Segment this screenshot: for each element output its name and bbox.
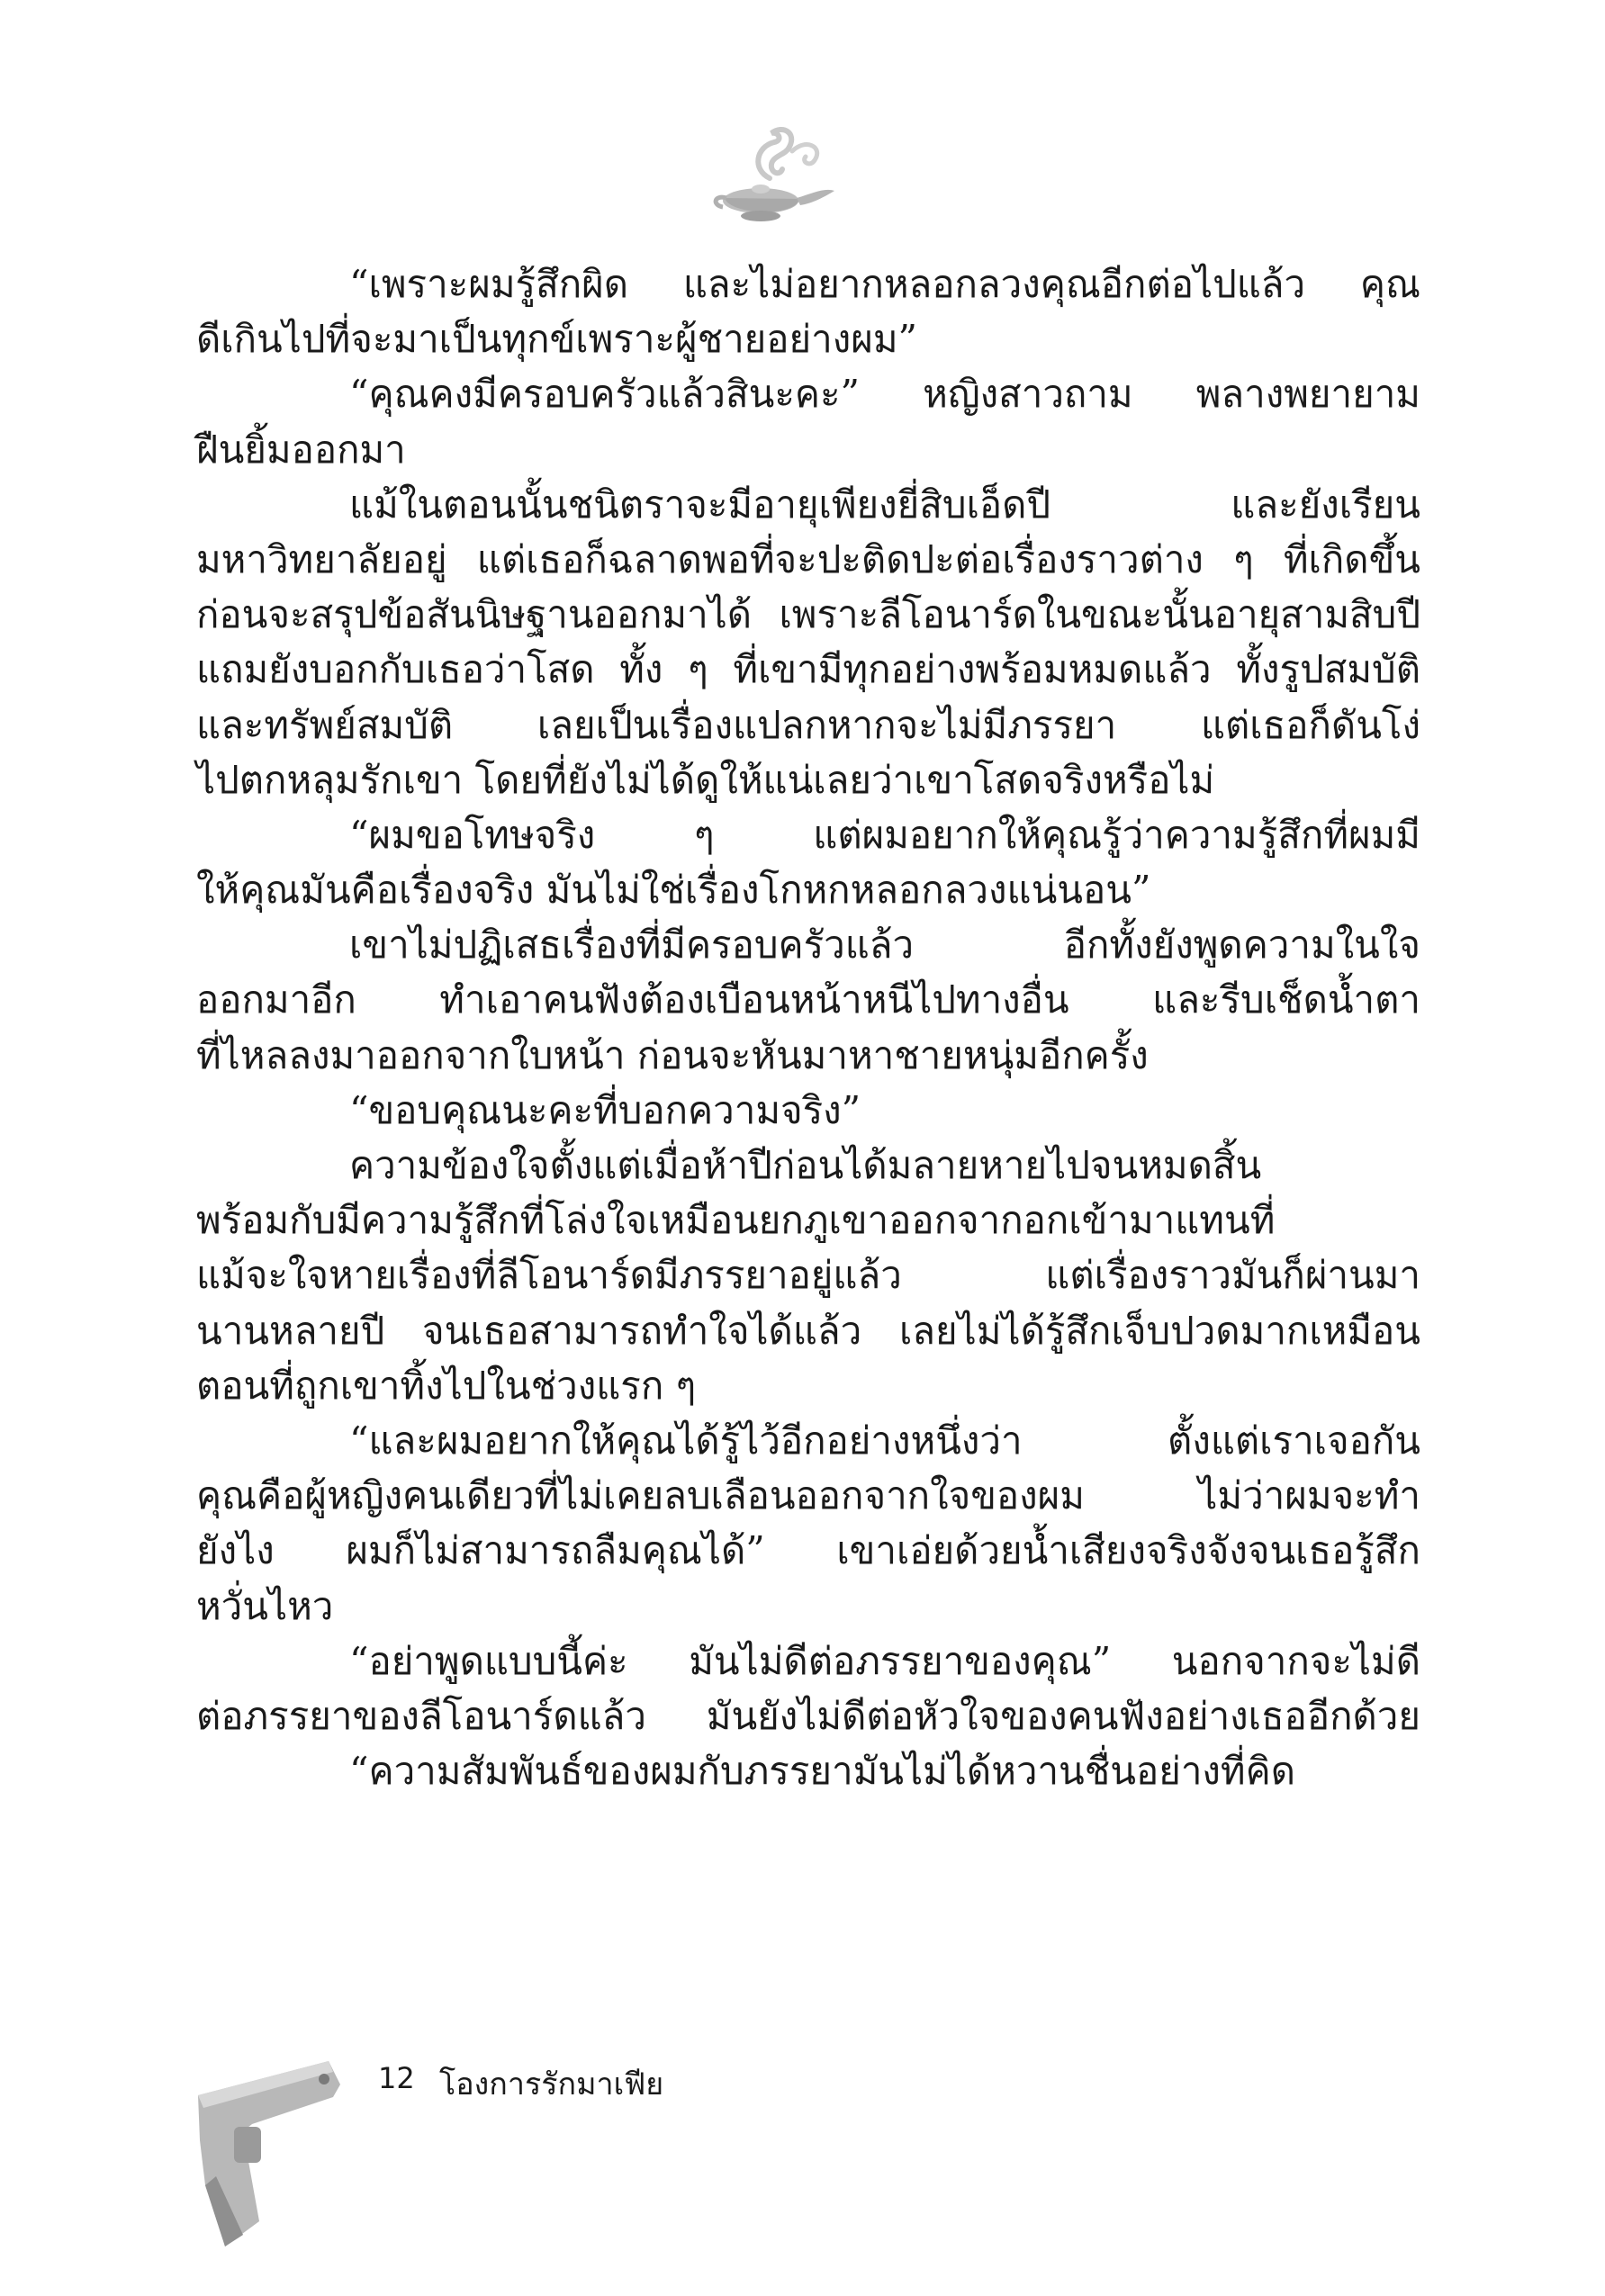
- body-text: [196, 257, 1420, 1798]
- magic-lamp-icon: [707, 115, 842, 237]
- paragraph-line: คุณคือผู้หญิงคนเดียวที่ไม่เคยลบเลือนออกจากใจของผม ไม่ว่าผมจะทำ: [196, 1473, 1420, 1518]
- paragraph-line: มหาวิทยาลัยอยู่ แต่เธอก็ฉลาดพอที่จะปะติดปะต่อเรื่องราวต่าง ๆ ที่เกิดขึ้น: [196, 536, 1420, 581]
- paragraph-line: นานหลายปี จนเธอสามารถทำใจได้แล้ว เลยไม่ได้รู้สึกเจ็บปวดมากเหมือน: [196, 1308, 1420, 1353]
- paragraph-line: “ผมขอโทษจริง ๆ แต่ผมอยากให้คุณรู้ว่าความรู้สึกที่ผมมี: [349, 812, 1420, 857]
- paragraph-line: ยังไง ผมก็ไม่สามารถลืมคุณได้” เขาเอ่ยด้วยน้ำเสียงจริงจังจนเธอรู้สึก: [196, 1528, 1420, 1573]
- paragraph-line: ก่อนจะสรุปข้อสันนิษฐานออกมาได้ เพราะลีโอนาร์ดในขณะนั้นอายุสามสิบปี: [196, 592, 1420, 637]
- paragraph-line: ฝืนยิ้มออกมา: [196, 427, 406, 472]
- book-title: โองการรักมาเฟีย: [439, 2066, 664, 2102]
- paragraph-line: “ขอบคุณนะคะที่บอกความจริง”: [349, 1087, 861, 1132]
- paragraph-line: และทรัพย์สมบัติ เลยเป็นเรื่องแปลกหากจะไม่มีภรรยา แต่เธอก็ดันโง่: [196, 702, 1420, 747]
- paragraph-line: ให้คุณมันคือเรื่องจริง มันไม่ใช่เรื่องโกหกหลอกลวงแน่นอน”: [196, 868, 1151, 913]
- paragraph-line: แม้ในตอนนั้นชนิตราจะมีอายุเพียงยี่สิบเอ็ดปี และยังเรียน: [349, 482, 1420, 527]
- paragraph-line: แม้จะใจหายเรื่องที่ลีโอนาร์ดมีภรรยาอยู่แล้ว แต่เรื่องราวมันก็ผ่านมา: [196, 1253, 1420, 1298]
- paragraph-line: ความข้องใจตั้งแต่เมื่อห้าปีก่อนได้มลายหายไปจนหมดสิ้น: [349, 1143, 1262, 1187]
- paragraph-line: “ความสัมพันธ์ของผมกับภรรยามันไม่ได้หวานชื่นอย่างที่คิด: [349, 1749, 1295, 1794]
- paragraph-line: แถมยังบอกกับเธอว่าโสด ทั้ง ๆ ที่เขามีทุกอย่างพร้อมหมดแล้ว ทั้งรูปสมบัติ: [196, 647, 1420, 692]
- paragraph-line: “คุณคงมีครอบครัวแล้วสินะคะ” หญิงสาวถาม พลางพยายาม: [349, 372, 1420, 417]
- paragraph-line: “เพราะผมรู้สึกผิด และไม่อยากหลอกลวงคุณอีกต่อไปแล้ว คุณ: [349, 262, 1420, 306]
- page-number: 12: [378, 2061, 415, 2095]
- paragraph-line: ตอนที่ถูกเขาทิ้งไปในช่วงแรก ๆ: [196, 1363, 697, 1408]
- page-footer: [189, 2041, 819, 2266]
- paragraph-line: ดีเกินไปที่จะมาเป็นทุกข์เพราะผู้ชายอย่างผม”: [196, 317, 917, 362]
- paragraph-line: “และผมอยากให้คุณได้รู้ไว้อีกอย่างหนึ่งว่า ตั้งแต่เราเจอกัน: [349, 1418, 1420, 1463]
- paragraph-line: เขาไม่ปฏิเสธเรื่องที่มีครอบครัวแล้ว อีกทั้งยังพูดความในใจ: [349, 923, 1420, 968]
- paragraph-line: ไปตกหลุมรักเขา โดยที่ยังไม่ได้ดูให้แน่เลยว่าเขาโสดจริงหรือไม่: [196, 757, 1215, 802]
- paragraph-line: พร้อมกับมีความรู้สึกที่โล่งใจเหมือนยกภูเขาออกจากอกเข้ามาแทนที่: [196, 1198, 1276, 1243]
- paragraph-line: ออกมาอีก ทำเอาคนฟังต้องเบือนหน้าหนีไปทางอื่น และรีบเช็ดน้ำตา: [196, 977, 1420, 1022]
- paragraph-line: หวั่นไหว: [196, 1583, 334, 1628]
- paragraph-line: ที่ไหลลงมาออกจากใบหน้า ก่อนจะหันมาหาชายหนุ่มอีกครั้ง: [196, 1032, 1149, 1077]
- paragraph-line: ต่อภรรยาของลีโอนาร์ดแล้ว มันยังไม่ดีต่อหัวใจของคนฟังอย่างเธออีกด้วย: [196, 1693, 1420, 1738]
- paragraph-line: “อย่าพูดแบบนี้ค่ะ มันไม่ดีต่อภรรยาของคุณ” นอกจากจะไม่ดี: [349, 1638, 1420, 1683]
- pistol-icon: [189, 2041, 342, 2262]
